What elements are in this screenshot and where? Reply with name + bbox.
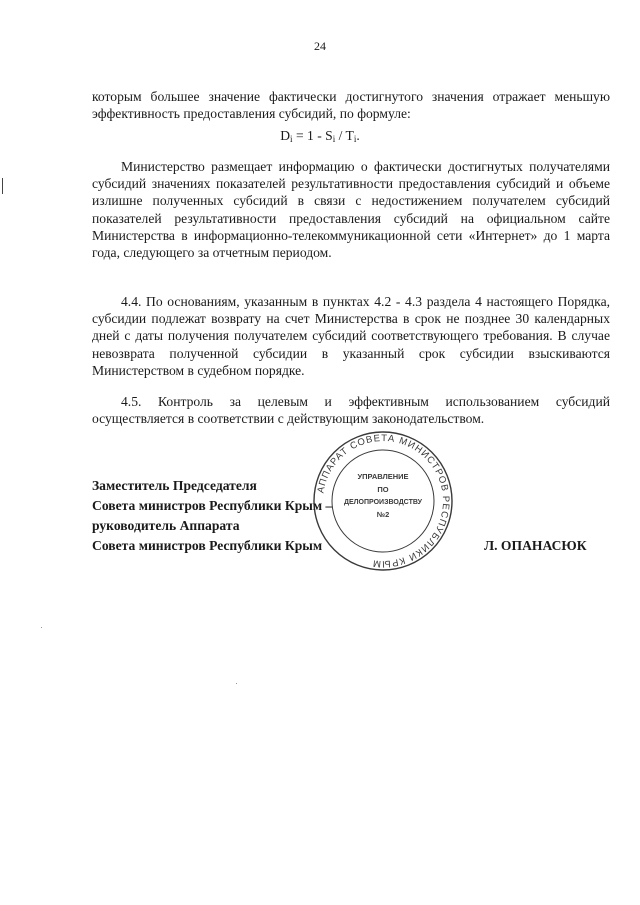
seal-inner-line-4: №2 <box>376 510 390 519</box>
scan-speck <box>41 627 42 628</box>
paragraph-4-4: 4.4. По основаниям, указанным в пунктах 4.2 - 4.3 раздела 4 настоящего Порядка, субсидии подлежат возврату на счет Министерства в срок не позднее 30 календарных дней с даты получения получателем субсидий соответствующего требования. В случае невозврата полученной субсидии в указанный срок субсидии взыскиваются Министерством в судебном порядке. <box>92 294 610 378</box>
signature-line-3: руководитель Аппарата <box>92 518 240 533</box>
paragraph-ministry-info: Министерство размещает информацию о фактически достигнутых получателями субсидий значениях показателей результативности предоставления субсидий и объеме излишне полученных субсидий в связи с недостижением получателем субсидий показателей результативности предоставления субсидий на официальном сайте Министерства в информационно-телекоммуникационной сети «Интернет» до 1 марта года, следующего за отчетным периодом. <box>92 159 610 261</box>
formula-sub-1: i <box>290 134 293 144</box>
formula <box>0 128 640 144</box>
signature-line-4: Совета министров Республики Крым <box>92 538 323 553</box>
margin-mark <box>2 178 3 194</box>
formula-d: D <box>280 128 291 143</box>
scan-speck <box>236 683 237 684</box>
seal-outer-textpath: АППАРАТ СОВЕТА МИНИСТРОВ РЕСПУБЛИКИ КРЫМ <box>315 432 452 570</box>
paragraph-formula-intro: которым большее значение фактически достигнутого значения отражает меньшую эффективность предоставления субсидий, по формуле: <box>92 89 610 122</box>
official-seal <box>312 430 454 572</box>
formula-middle: = 1 - S <box>292 128 333 143</box>
formula-end: . <box>356 128 360 143</box>
seal-inner-line-3: ДЕЛОПРОИЗВОДСТВУ <box>343 499 423 506</box>
page-number: 24 <box>314 39 326 53</box>
paragraph-4-5: 4.5. Контроль за целевым и эффективным использованием субсидий осуществляется в соответствии с действующим законодательством. <box>92 394 610 427</box>
seal-inner-line-2: ПО <box>377 485 389 494</box>
signature-line-1: Заместитель Председателя <box>92 478 257 493</box>
signatory-name: Л. ОПАНАСЮК <box>484 538 587 553</box>
formula-sub-3: i <box>353 134 357 144</box>
signature-line-2: Совета министров Республики Крым – <box>92 498 333 513</box>
signature-block <box>92 476 332 556</box>
formula-sub-2: i <box>332 134 336 144</box>
seal-inner-line-1: УПРАВЛЕНИЕ <box>357 472 409 481</box>
formula-slash: / T <box>335 128 354 143</box>
